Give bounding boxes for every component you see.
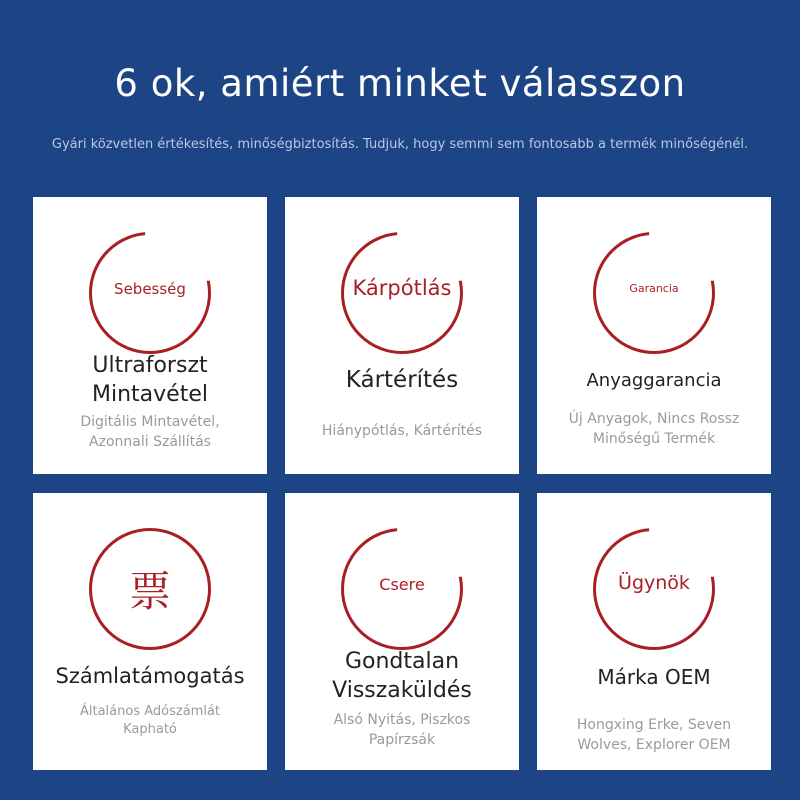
badge-label: Kárpótlás [352, 276, 452, 300]
card-description [33, 703, 267, 739]
card-desc-line: Általános Adószámlát [79, 704, 221, 719]
card-returns [285, 493, 519, 770]
card-title-line: Kártérítés [345, 367, 459, 393]
card-desc-line: Minőségű Termék [592, 431, 716, 447]
card-speed [33, 197, 267, 474]
card-title [33, 662, 267, 691]
badge-label: Ügynök [618, 572, 690, 594]
card-compensation [285, 197, 519, 474]
badge-label: Csere [379, 575, 425, 594]
card-title-line: Márka OEM [597, 665, 711, 689]
card-title-line: Anyaggarancia [586, 370, 722, 391]
card-desc-line: Hongxing Erke, Seven [576, 717, 732, 733]
card-desc-line: Kapható [123, 722, 177, 737]
card-invoice [33, 493, 267, 770]
card-description [33, 412, 267, 452]
card-description [285, 710, 519, 750]
card-desc-line: Wolves, Explorer OEM [577, 737, 731, 753]
card-title [537, 663, 771, 692]
card-warranty [537, 197, 771, 474]
card-title-line: Ultraforszt [92, 353, 208, 378]
page-title: 6 ok, amiért minket válasszon [114, 62, 686, 105]
card-desc-line: Hiánypótlás, Kártérítés [321, 423, 483, 439]
card-description [537, 409, 771, 449]
ticket-glyph-icon: 票 [128, 567, 171, 616]
card-title [285, 366, 519, 395]
card-title-line: Mintavétel [92, 382, 208, 407]
card-title-line: Visszaküldés [332, 678, 472, 703]
card-title [285, 647, 519, 705]
card-description [285, 421, 519, 441]
badge-label: Garancia [629, 282, 679, 295]
card-desc-line: Digitális Mintavétel, [80, 414, 220, 430]
card-title [33, 351, 267, 409]
card-desc-line: Alsó Nyitás, Piszkos [333, 712, 471, 728]
card-title-line: Gondtalan [344, 649, 460, 674]
card-title-line: Számlatámogatás [55, 664, 245, 688]
card-agent-oem [537, 493, 771, 770]
card-desc-line: Új Anyagok, Nincs Rossz [568, 411, 740, 427]
card-desc-line: Azonnali Szállítás [89, 434, 211, 450]
card-title [537, 366, 771, 395]
badge-label: Sebesség [114, 280, 186, 298]
card-desc-line: Papírzsák [368, 732, 436, 748]
page-subtitle: Gyári közvetlen értékesítés, minőségbiztosítás. Tudjuk, hogy semmi sem fontosabb a termék minőségénél. [51, 137, 749, 152]
card-description [537, 715, 771, 755]
